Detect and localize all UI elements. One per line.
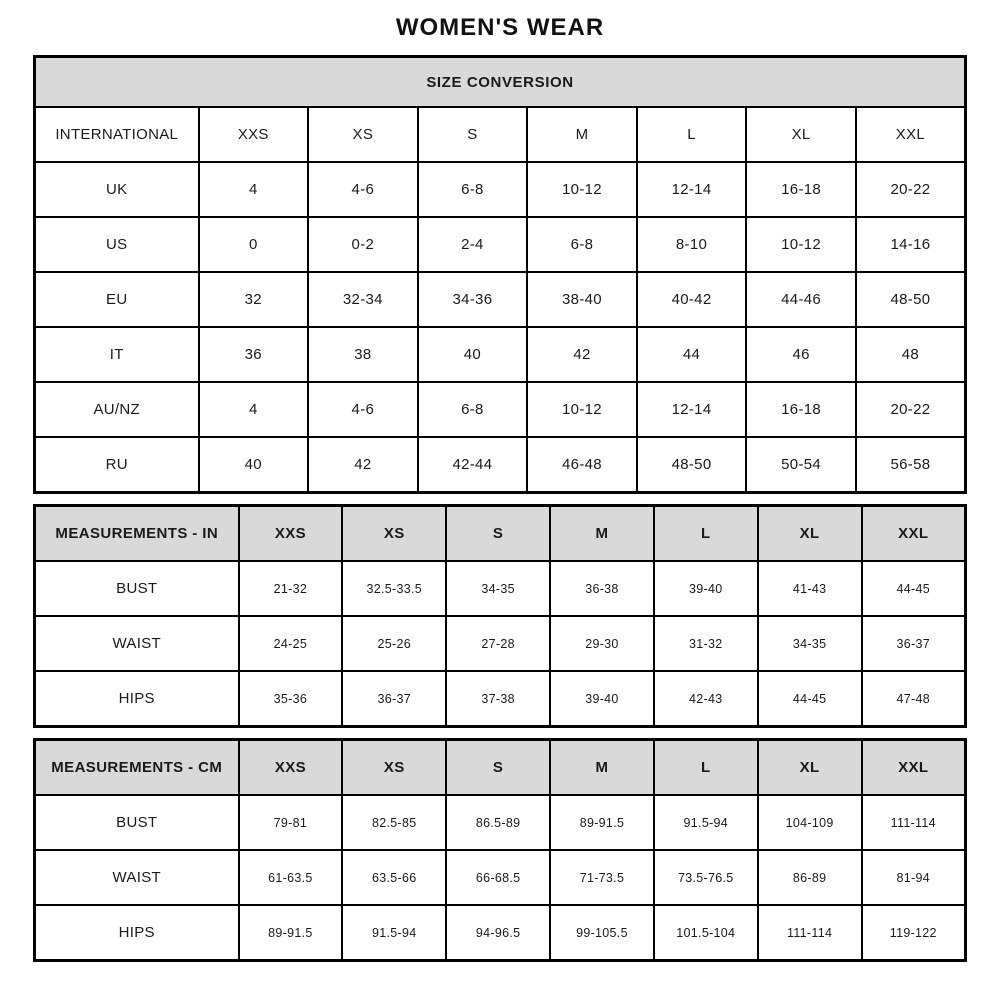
value-cell: 48-50: [856, 272, 966, 327]
value-cell: 24-25: [239, 616, 343, 671]
value-cell: 47-48: [862, 671, 966, 727]
table-row: [35, 795, 966, 850]
value-cell: 10-12: [746, 217, 856, 272]
value-cell: 44-45: [862, 561, 966, 616]
size-column-header: XXS: [239, 740, 343, 796]
value-cell: 63.5-66: [342, 850, 446, 905]
value-cell: 38: [308, 327, 418, 382]
size-column-header: S: [446, 740, 550, 796]
value-cell: 27-28: [446, 616, 550, 671]
row-label: BUST: [35, 561, 239, 616]
table-row: [35, 905, 966, 961]
value-cell: 20-22: [856, 382, 966, 437]
value-cell: 21-32: [239, 561, 343, 616]
value-cell: 16-18: [746, 162, 856, 217]
value-cell: 25-26: [342, 616, 446, 671]
measurements-cm-table: [33, 738, 967, 962]
value-cell: 42-44: [418, 437, 528, 493]
value-cell: 40: [418, 327, 528, 382]
value-cell: 6-8: [527, 217, 637, 272]
size-column-header: L: [654, 740, 758, 796]
value-cell: 86.5-89: [446, 795, 550, 850]
value-cell: 32.5-33.5: [342, 561, 446, 616]
row-label: EU: [35, 272, 199, 327]
table-row: [35, 382, 966, 437]
table-row: [35, 327, 966, 382]
value-cell: 0-2: [308, 217, 418, 272]
value-cell: 73.5-76.5: [654, 850, 758, 905]
value-cell: 104-109: [758, 795, 862, 850]
table-row: [35, 162, 966, 217]
size-column-header: XS: [308, 107, 418, 162]
value-cell: 29-30: [550, 616, 654, 671]
value-cell: 4: [199, 162, 309, 217]
size-column-header: XS: [342, 740, 446, 796]
value-cell: 71-73.5: [550, 850, 654, 905]
size-column-header: XXS: [239, 506, 343, 562]
size-column-header: M: [550, 506, 654, 562]
value-cell: 91.5-94: [342, 905, 446, 961]
table-row: [35, 437, 966, 493]
table-row: [35, 272, 966, 327]
value-cell: 101.5-104: [654, 905, 758, 961]
size-column-header: M: [550, 740, 654, 796]
row-label: IT: [35, 327, 199, 382]
table-title-row: [35, 57, 966, 108]
value-cell: 89-91.5: [239, 905, 343, 961]
value-cell: 32-34: [308, 272, 418, 327]
value-cell: 14-16: [856, 217, 966, 272]
measurements-cm-body: [35, 795, 966, 961]
table-row: [35, 616, 966, 671]
value-cell: 41-43: [758, 561, 862, 616]
value-cell: 36: [199, 327, 309, 382]
measurements-in-body: [35, 561, 966, 727]
value-cell: 48-50: [637, 437, 747, 493]
value-cell: 37-38: [446, 671, 550, 727]
column-header-row: [35, 740, 966, 796]
row-label: HIPS: [35, 671, 239, 727]
value-cell: 0: [199, 217, 309, 272]
size-conversion-body: [35, 162, 966, 493]
row-label: RU: [35, 437, 199, 493]
size-column-header: XXL: [856, 107, 966, 162]
value-cell: 42: [308, 437, 418, 493]
value-cell: 36-37: [342, 671, 446, 727]
value-cell: 10-12: [527, 162, 637, 217]
measurements-cm-header: [35, 740, 966, 796]
row-axis-header: INTERNATIONAL: [35, 107, 199, 162]
row-axis-header: MEASUREMENTS - CM: [35, 740, 239, 796]
value-cell: 39-40: [550, 671, 654, 727]
table-row: [35, 561, 966, 616]
table-row: [35, 671, 966, 727]
value-cell: 6-8: [418, 382, 528, 437]
size-column-header: XL: [746, 107, 856, 162]
value-cell: 56-58: [856, 437, 966, 493]
value-cell: 46-48: [527, 437, 637, 493]
size-column-header: XS: [342, 506, 446, 562]
value-cell: 44: [637, 327, 747, 382]
value-cell: 42: [527, 327, 637, 382]
value-cell: 6-8: [418, 162, 528, 217]
value-cell: 34-35: [758, 616, 862, 671]
size-column-header: M: [527, 107, 637, 162]
row-label: AU/NZ: [35, 382, 199, 437]
value-cell: 4: [199, 382, 309, 437]
value-cell: 10-12: [527, 382, 637, 437]
row-label: BUST: [35, 795, 239, 850]
value-cell: 12-14: [637, 382, 747, 437]
value-cell: 86-89: [758, 850, 862, 905]
row-label: UK: [35, 162, 199, 217]
value-cell: 31-32: [654, 616, 758, 671]
table-row: [35, 217, 966, 272]
size-conversion-header: [35, 57, 966, 163]
value-cell: 42-43: [654, 671, 758, 727]
size-column-header: S: [446, 506, 550, 562]
size-column-header: XXL: [862, 506, 966, 562]
size-column-header: XL: [758, 740, 862, 796]
value-cell: 35-36: [239, 671, 343, 727]
value-cell: 111-114: [758, 905, 862, 961]
value-cell: 89-91.5: [550, 795, 654, 850]
column-header-row: [35, 107, 966, 162]
value-cell: 48: [856, 327, 966, 382]
measurements-in-table: [33, 504, 967, 728]
value-cell: 111-114: [862, 795, 966, 850]
row-axis-header: MEASUREMENTS - IN: [35, 506, 239, 562]
value-cell: 94-96.5: [446, 905, 550, 961]
value-cell: 46: [746, 327, 856, 382]
row-label: US: [35, 217, 199, 272]
value-cell: 2-4: [418, 217, 528, 272]
value-cell: 40: [199, 437, 309, 493]
value-cell: 34-36: [418, 272, 528, 327]
page-title: WOMEN'S WEAR: [395, 14, 605, 41]
size-column-header: XXS: [199, 107, 309, 162]
value-cell: 44-45: [758, 671, 862, 727]
table-row: [35, 850, 966, 905]
size-column-header: S: [418, 107, 528, 162]
measurements-in-header: [35, 506, 966, 562]
value-cell: 16-18: [746, 382, 856, 437]
value-cell: 32: [199, 272, 309, 327]
value-cell: 39-40: [654, 561, 758, 616]
size-column-header: L: [654, 506, 758, 562]
value-cell: 8-10: [637, 217, 747, 272]
size-column-header: XL: [758, 506, 862, 562]
size-conversion-table: [33, 55, 967, 494]
row-label: HIPS: [35, 905, 239, 961]
row-label: WAIST: [35, 850, 239, 905]
size-column-header: L: [637, 107, 747, 162]
value-cell: 40-42: [637, 272, 747, 327]
value-cell: 12-14: [637, 162, 747, 217]
value-cell: 99-105.5: [550, 905, 654, 961]
value-cell: 119-122: [862, 905, 966, 961]
value-cell: 34-35: [446, 561, 550, 616]
table-title: SIZE CONVERSION: [35, 57, 966, 108]
value-cell: 50-54: [746, 437, 856, 493]
value-cell: 36-37: [862, 616, 966, 671]
value-cell: 79-81: [239, 795, 343, 850]
value-cell: 66-68.5: [446, 850, 550, 905]
value-cell: 38-40: [527, 272, 637, 327]
value-cell: 4-6: [308, 382, 418, 437]
value-cell: 61-63.5: [239, 850, 343, 905]
value-cell: 81-94: [862, 850, 966, 905]
size-column-header: XXL: [862, 740, 966, 796]
value-cell: 44-46: [746, 272, 856, 327]
row-label: WAIST: [35, 616, 239, 671]
value-cell: 82.5-85: [342, 795, 446, 850]
value-cell: 36-38: [550, 561, 654, 616]
value-cell: 91.5-94: [654, 795, 758, 850]
value-cell: 20-22: [856, 162, 966, 217]
column-header-row: [35, 506, 966, 562]
value-cell: 4-6: [308, 162, 418, 217]
